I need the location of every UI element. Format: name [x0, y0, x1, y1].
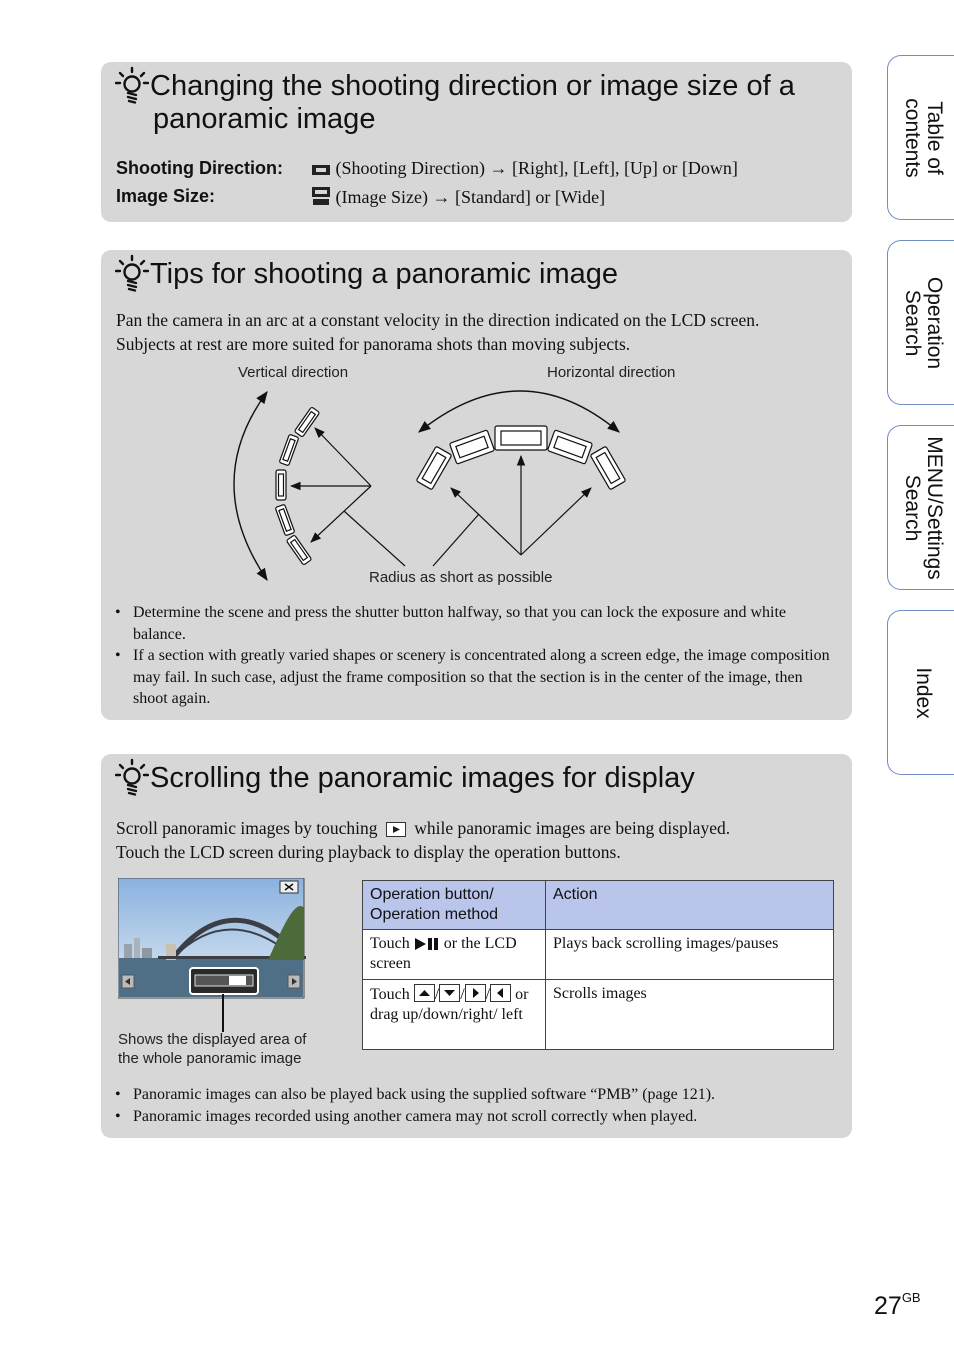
tips-intro-line2: Subjects at rest are more suited for panorama shots than moving subjects.: [116, 334, 631, 354]
table-cell-operation: [363, 930, 546, 980]
image-size-text: (Image Size) → [Standard] or [Wide]: [335, 187, 606, 207]
separator: /: [485, 986, 491, 1003]
tab-index[interactable]: [887, 610, 954, 775]
table-cell-operation: [363, 980, 546, 1050]
separator: /: [434, 986, 440, 1003]
touch-label: Touch: [370, 935, 410, 952]
down-arrow-icon: [439, 984, 460, 1002]
tab-label-line2: contents: [901, 97, 924, 178]
shooting-direction-value: [311, 158, 738, 179]
title-line-1: Changing the shooting direction or image size of a: [150, 70, 795, 102]
scroll-position-indicator: [190, 968, 258, 994]
table-cell-action: Plays back scrolling images/pauses: [546, 930, 834, 980]
caption-line1: Shows the displayed area of: [118, 1031, 307, 1048]
tab-menu-settings-search[interactable]: [887, 425, 954, 590]
shooting-direction-text: (Shooting Direction) → [Right], [Left], [Up] or [Down]: [335, 158, 738, 178]
page-number: [874, 1290, 921, 1321]
close-button-graphic: [280, 881, 298, 893]
scrolling-box: [101, 754, 852, 1138]
tab-label-line1: Table of: [923, 100, 946, 175]
caption-pointer-line: [218, 994, 228, 1034]
hint-icon: [115, 66, 149, 106]
radius-label: Radius as short as possible: [369, 569, 553, 586]
tips-bullets: [113, 602, 833, 710]
row2-method: or drag up/down/right/ left: [370, 986, 529, 1023]
table-row: [363, 930, 834, 980]
vertical-direction-label: Vertical direction: [238, 364, 349, 381]
hint-icon: [115, 758, 149, 798]
tab-operation-search[interactable]: [887, 240, 954, 405]
left-arrow-icon: [490, 984, 511, 1002]
shooting-tips-box: [101, 250, 852, 720]
scroll-intro: [116, 816, 846, 864]
image-size-label: Image Size:: [116, 186, 216, 206]
table-row: [363, 980, 834, 1050]
tab-label-line1: Operation: [923, 276, 946, 369]
page-number-suffix: GB: [901, 1290, 921, 1305]
section-title-tips: Tips for shooting a panoramic image: [150, 258, 618, 290]
caption-line2: the whole panoramic image: [118, 1050, 302, 1067]
up-arrow-icon: [414, 984, 435, 1002]
play-icon: [386, 822, 406, 837]
shooting-direction-icon: [311, 163, 331, 177]
touch-label: Touch: [370, 986, 410, 1003]
scroll-intro-part1: Scroll panoramic images by touching: [116, 818, 378, 838]
section-title-direction: [150, 70, 840, 136]
separator: /: [460, 986, 465, 1003]
shooting-direction-label: Shooting Direction:: [116, 158, 283, 178]
left-arrow-icon: [122, 975, 134, 988]
tab-label: [901, 276, 945, 368]
row1-method: or the LCD screen: [370, 935, 517, 972]
scroll-intro-line2: Touch the LCD screen during playback to display the operation buttons.: [116, 842, 621, 862]
section-title-scrolling: Scrolling the panoramic images for display: [150, 762, 695, 794]
table-header-action: Action: [546, 881, 834, 930]
right-arrow-icon: [288, 975, 300, 988]
tips-intro: [116, 308, 846, 356]
tab-label-line1: MENU/Settings: [923, 435, 946, 580]
tab-label: [901, 436, 945, 580]
play-pause-icon: [414, 937, 440, 951]
scroll-bullets: [113, 1084, 833, 1127]
vertical-pan-arc: [234, 392, 267, 580]
hint-icon: [115, 254, 149, 294]
list-item: • If a section with greatly varied shapes or scenery is concentrated along a screen edge, the image composition may fail. In such case, adjust the frame composition so that the section is in the center of the image, then shoot again.: [113, 645, 833, 710]
right-arrow-icon: [465, 984, 486, 1002]
horizontal-direction-label: Horizontal direction: [547, 364, 676, 381]
lcd-playback-illustration: [118, 878, 306, 1000]
list-item: • Panoramic images recorded using another camera may not scroll correctly when played.: [113, 1106, 833, 1128]
tab-label: [912, 667, 934, 718]
table-header-operation: Operation button/ Operation method: [363, 881, 546, 930]
tab-label-line1: Index: [912, 666, 935, 719]
horizontal-radius-lines: [433, 456, 591, 566]
tab-label: [901, 98, 945, 177]
page-number-value: 27: [874, 1292, 902, 1320]
operation-table: [362, 880, 834, 1050]
title-line-2: panoramic image: [153, 103, 376, 135]
tips-intro-line1: Pan the camera in an arc at a constant velocity in the direction indicated on the LCD screen.: [116, 310, 760, 330]
tab-label-line2: Search: [901, 289, 924, 356]
vertical-radius-lines: [291, 428, 405, 566]
tab-label-line2: Search: [901, 474, 924, 541]
panning-diagram: [201, 380, 761, 590]
list-item: • Determine the scene and press the shutter button halfway, so that you can lock the exposure and white balance.: [113, 602, 833, 645]
list-item: • Panoramic images can also be played back using the supplied software “PMB” (page 121).: [113, 1084, 833, 1106]
tab-table-of-contents[interactable]: [887, 55, 954, 220]
shooting-direction-box: [101, 62, 852, 222]
table-cell-action: Scrolls images: [546, 980, 834, 1050]
scroll-intro-part2: while panoramic images are being displayed.: [414, 818, 731, 838]
image-size-icon: [311, 186, 331, 206]
table-header-row: [363, 881, 834, 930]
indicator-caption: [118, 1030, 306, 1068]
image-size-value: [311, 186, 605, 208]
